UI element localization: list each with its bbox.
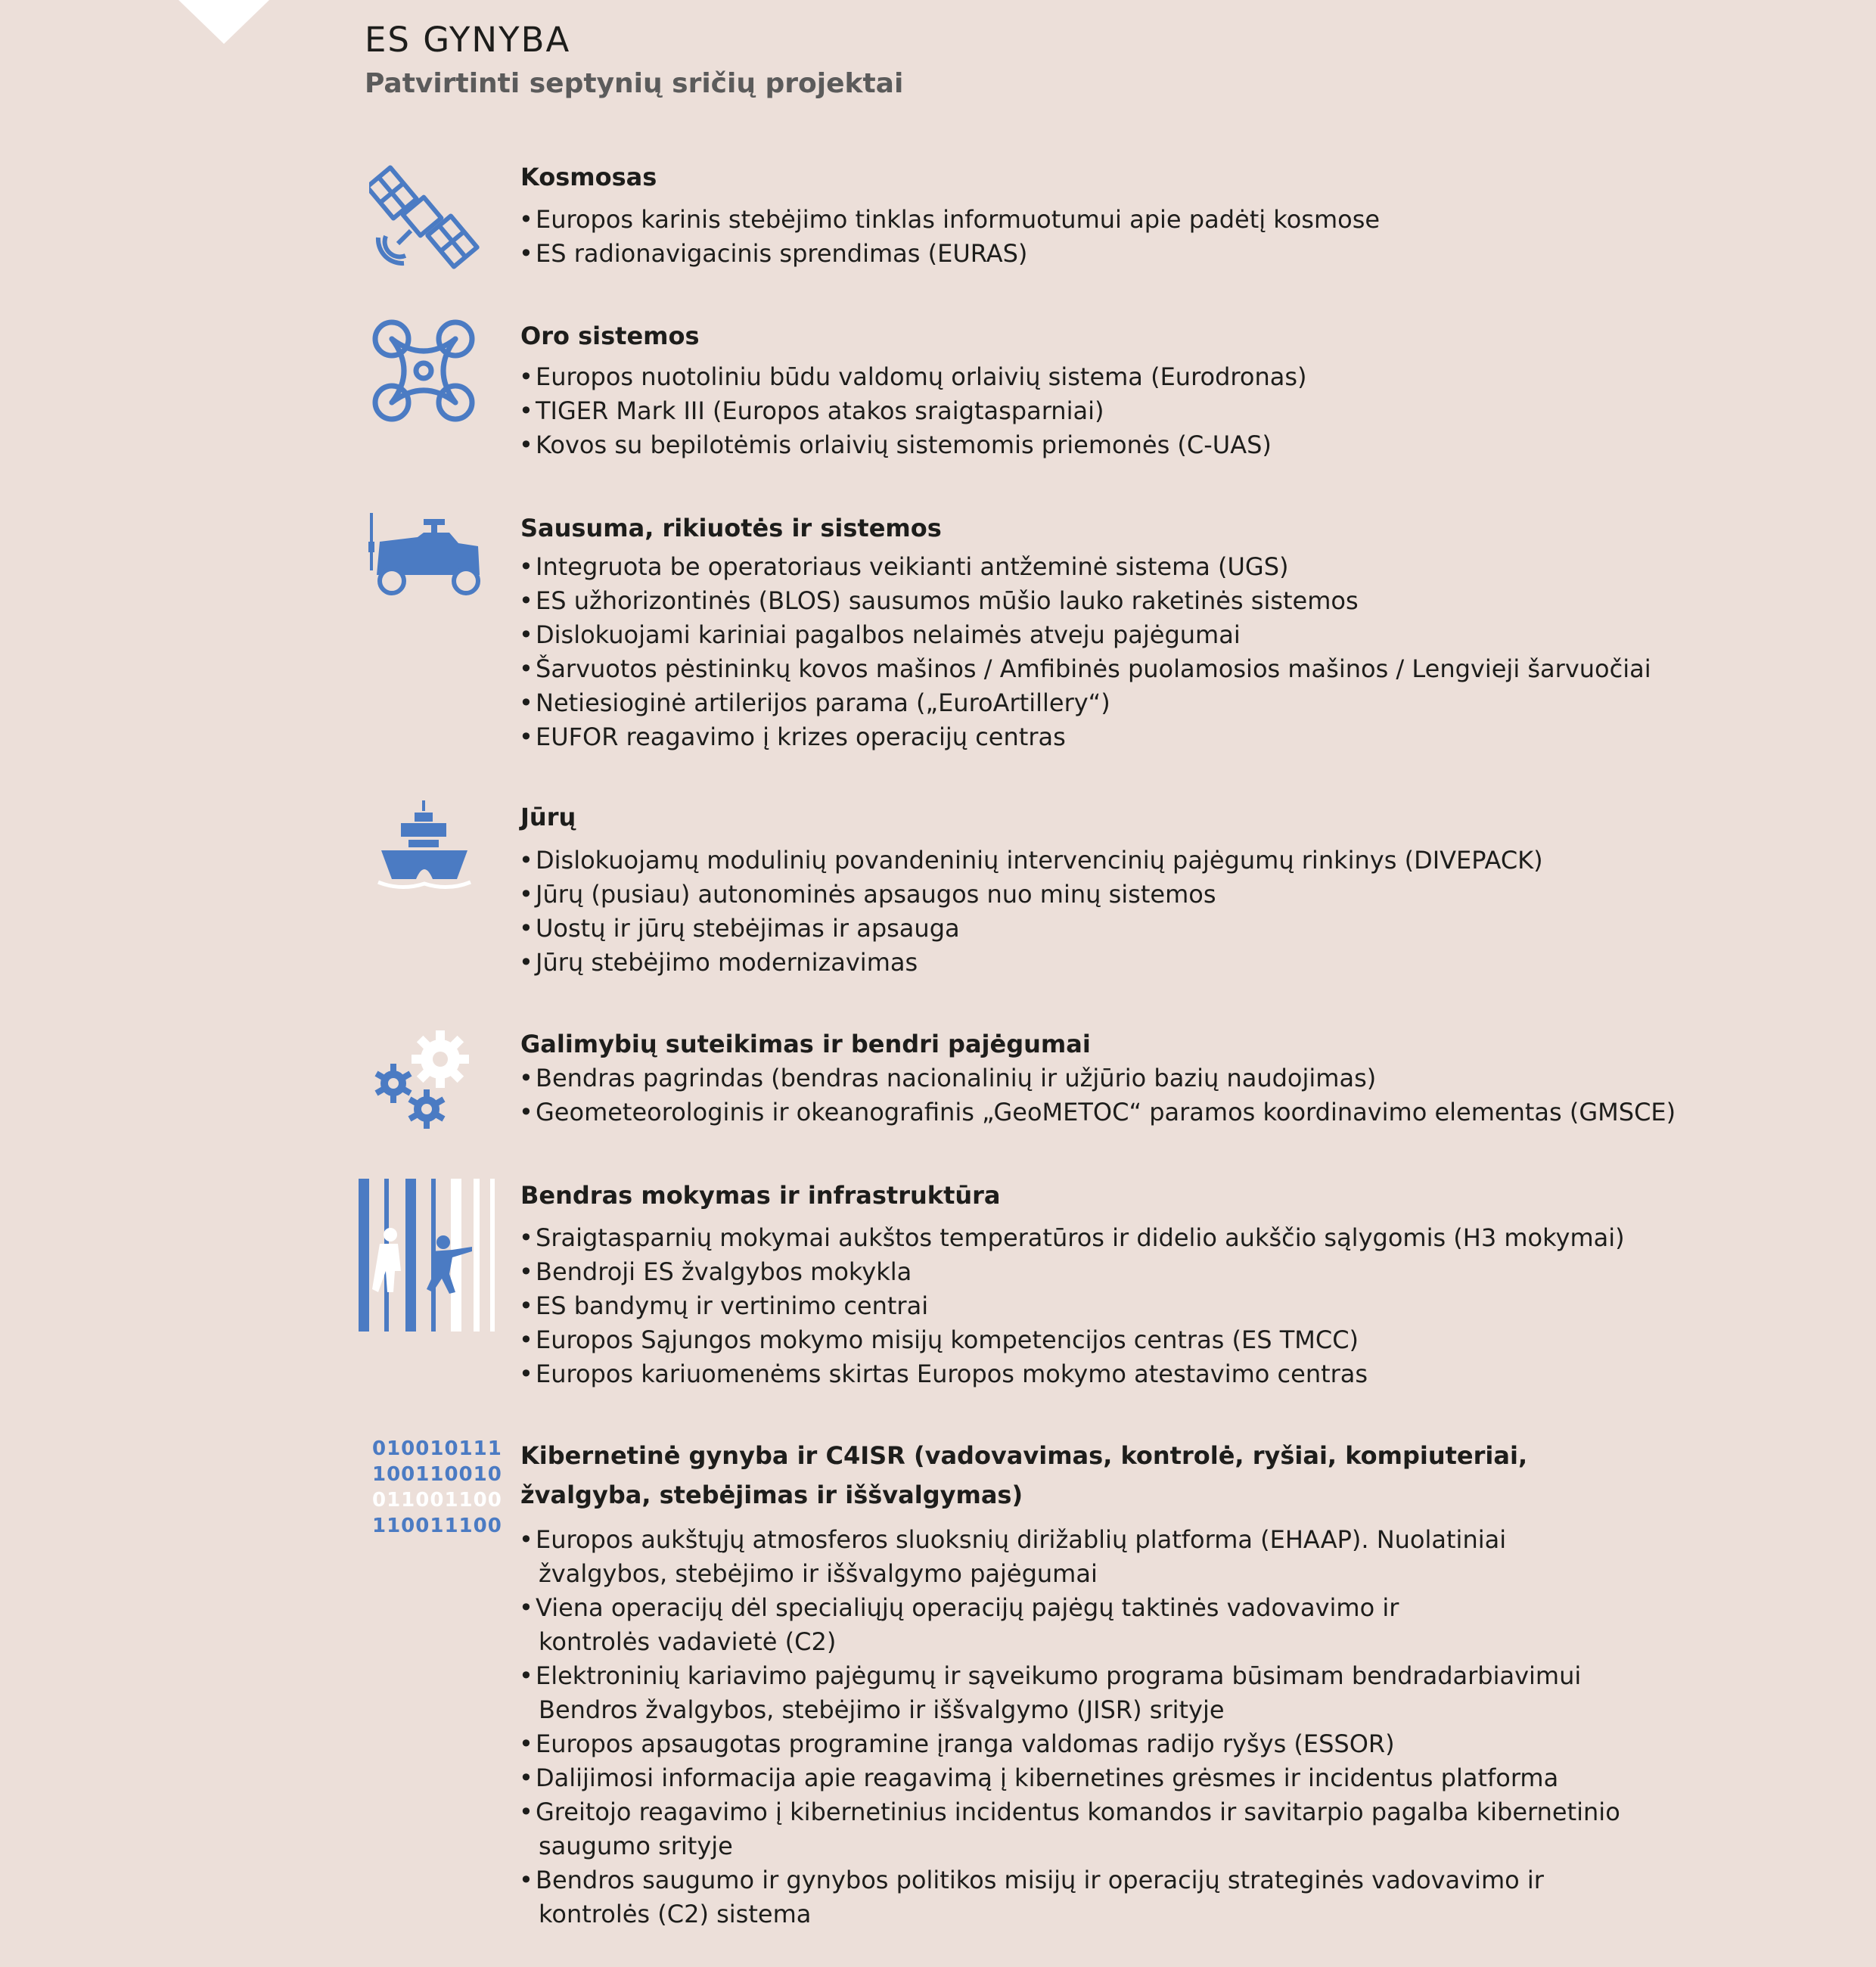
list-item: • Sraigtasparnių mokymai aukštos temperatūros ir didelio aukščio sąlygomis (H3 mokymai)	[519, 1221, 1625, 1255]
binary-line: 100110010	[372, 1463, 502, 1486]
list-item: • Kovos su bepilotėmis orlaivių sistemomis priemonės (C-UAS)	[519, 428, 1306, 462]
list-item: • ES radionavigacinis sprendimas (EURAS)	[519, 237, 1380, 271]
list-item: • Europos nuotoliniu būdu valdomų orlaivių sistema (Eurodronas)	[519, 360, 1306, 394]
list-item: • Europos kariuomenėms skirtas Europos mokymo atestavimo centras	[519, 1357, 1625, 1391]
list-item-continuation: kontrolės (C2) sistema	[539, 1900, 812, 1928]
list-item: • EUFOR reagavimo į krizes operacijų centras	[519, 720, 1651, 754]
section-heading: Galimybių suteikimas ir bendri pajėgumai	[520, 1030, 1091, 1058]
corner-triangle	[179, 0, 269, 45]
list-item: • Geometeorologinis ir okeanografinis „GeoMETOC“ paramos koordinavimo elementas (GMSCE)	[519, 1095, 1676, 1130]
list-item: • Integruota be operatoriaus veikianti antžeminė sistema (UGS)	[519, 550, 1651, 584]
list-item: • Bendros saugumo ir gynybos politikos misijų ir operacijų strateginės vadovavimo ir	[519, 1863, 1620, 1897]
section-heading: Oro sistemos	[520, 322, 700, 350]
list-item: • Dislokuojami kariniai pagalbos nelaimės atveju pajėgumai	[519, 618, 1651, 652]
list-item: • Europos apsaugotas programine įranga valdomas radijo ryšys (ESSOR)	[519, 1727, 1620, 1761]
list-item-continuation: kontrolės vadavietė (C2)	[539, 1627, 837, 1656]
list-item: • Europos aukštųjų atmosferos sluoksnių dirižablių platforma (EHAAP). Nuolatiniai	[519, 1523, 1620, 1557]
list-item: • Bendroji ES žvalgybos mokykla	[519, 1255, 1625, 1289]
item-list	[519, 1221, 1625, 1391]
page-title: ES GYNYBA	[365, 20, 571, 60]
item-list	[519, 203, 1380, 271]
item-list	[519, 550, 1651, 754]
item-list	[519, 1061, 1676, 1130]
list-item: • Jūrų (pusiau) autonominės apsaugos nuo minų sistemos	[519, 878, 1543, 912]
list-item: • Bendras pagrindas (bendras nacionalinių ir užjūrio bazių naudojimas)	[519, 1061, 1676, 1095]
drone-icon	[371, 318, 477, 424]
list-item: • ES bandymų ir vertinimo centrai	[519, 1289, 1625, 1323]
page-subtitle: Patvirtinti septynių sričių projektai	[365, 68, 904, 99]
list-item: • Šarvuotos pėstininkų kovos mašinos / Amfibinės puolamosios mašinos / Lengvieji šarvuočiai	[519, 652, 1651, 686]
list-item: • Dislokuojamų modulinių povandeninių intervencinių pajėgumų rinkinys (DIVEPACK)	[519, 844, 1543, 878]
heading-line: žvalgyba, stebėjimas ir iššvalgymas)	[520, 1481, 1023, 1509]
list-item: • ES užhorizontinės (BLOS) sausumos mūšio lauko raketinės sistemos	[519, 584, 1651, 618]
list-item: • TIGER Mark III (Europos atakos sraigtasparniai)	[519, 394, 1306, 428]
section-heading: Kosmosas	[520, 163, 657, 191]
section-heading: Bendras mokymas ir infrastruktūra	[520, 1181, 1001, 1210]
list-item: • Europos Sąjungos mokymo misijų kompetencijos centras (ES TMCC)	[519, 1323, 1625, 1357]
binary-code-icon	[372, 1436, 502, 1539]
list-item-continuation: saugumo srityje	[539, 1832, 733, 1860]
section-heading	[520, 1436, 1527, 1515]
list-item-continuation: Bendros žvalgybos, stebėjimo ir iššvalgymo (JISR) srityje	[539, 1695, 1225, 1724]
soldiers-training-icon	[359, 1179, 495, 1332]
list-item: • Elektroninių kariavimo pajėgumų ir sąveikumo programa būsimam bendradarbiavimui	[519, 1659, 1620, 1693]
heading-line: Kibernetinė gynyba ir C4ISR (vadovavimas, kontrolė, ryšiai, kompiuteriai,	[520, 1441, 1528, 1470]
section-heading: Sausuma, rikiuotės ir sistemos	[520, 514, 942, 542]
item-list	[519, 1523, 1620, 1931]
gears-icon	[371, 1026, 477, 1132]
satellite-icon	[369, 159, 483, 272]
binary-line: 011001100	[372, 1489, 502, 1512]
list-item: • Dalijimosi informacija apie reagavimą į kibernetines grėsmes ir incidentus platforma	[519, 1761, 1620, 1795]
list-item: • Viena operacijų dėl specialiųjų operacijų pajėgų taktinės vadovavimo ir	[519, 1591, 1620, 1625]
list-item: • Greitojo reagavimo į kibernetinius incidentus komandos ir savitarpio pagalba kibernetinio	[519, 1795, 1620, 1829]
binary-line: 010010111	[372, 1437, 502, 1460]
armored-vehicle-icon	[365, 510, 486, 601]
section-heading: Jūrų	[520, 803, 576, 831]
list-item: • Uostų ir jūrų stebėjimas ir apsauga	[519, 912, 1543, 946]
item-list	[519, 844, 1543, 980]
list-item: • Netiesioginė artilerijos parama („EuroArtillery“)	[519, 686, 1651, 720]
item-list	[519, 360, 1306, 462]
list-item: • Europos karinis stebėjimo tinklas informuotumui apie padėtį kosmose	[519, 203, 1380, 237]
list-item: • Jūrų stebėjimo modernizavimas	[519, 946, 1543, 980]
list-item-continuation: žvalgybos, stebėjimo ir iššvalgymo pajėgumai	[539, 1559, 1098, 1588]
binary-line: 110011100	[372, 1515, 502, 1537]
ship-icon	[375, 797, 474, 896]
